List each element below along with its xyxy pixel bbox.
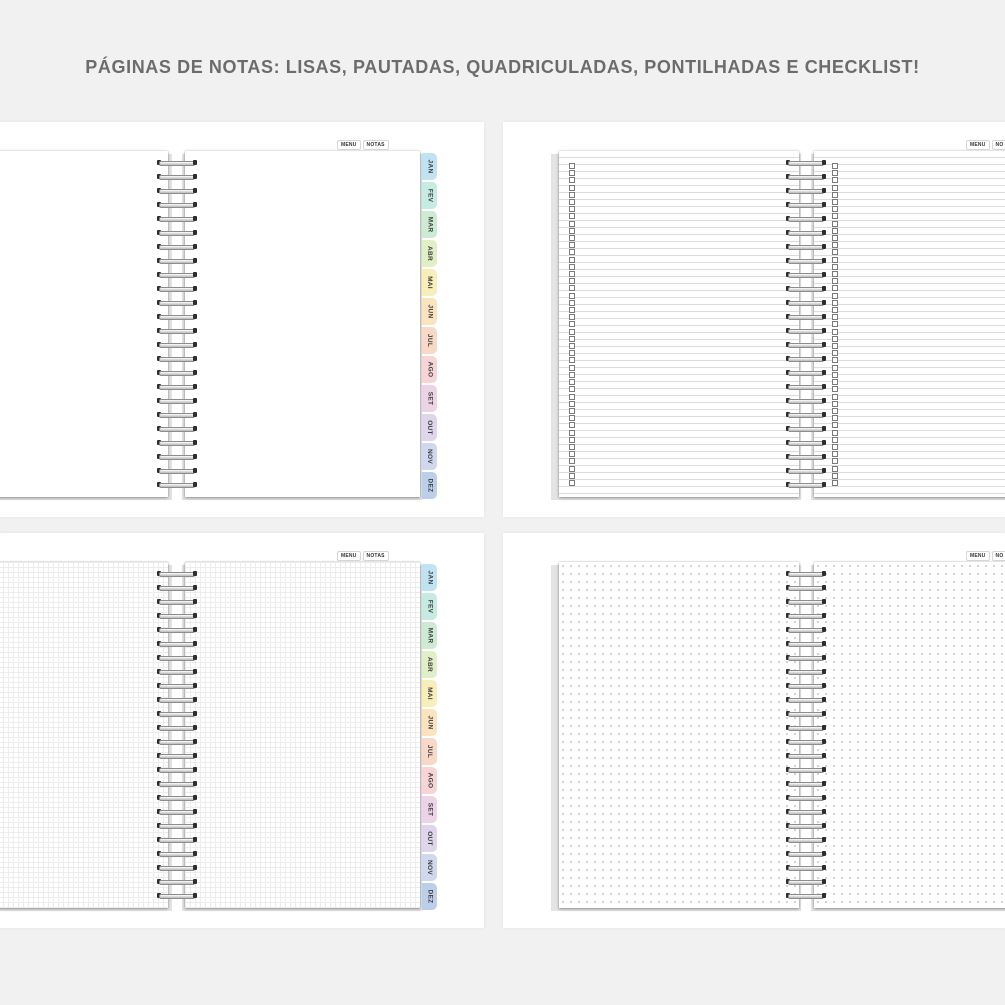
spiral-coil — [157, 342, 197, 348]
spiral-coil — [157, 585, 197, 591]
spiral-coil — [157, 613, 197, 619]
notes-preview-dotted — [503, 533, 1005, 928]
spiral-coil — [157, 851, 197, 857]
spiral-coil — [786, 725, 826, 731]
spiral-coil — [786, 454, 826, 460]
spiral-coil — [786, 627, 826, 633]
spiral-coil — [157, 795, 197, 801]
spiral-coil — [786, 571, 826, 577]
month-tab[interactable] — [422, 211, 437, 238]
checkbox[interactable] — [832, 278, 838, 284]
spiral-coil — [786, 893, 826, 899]
left-page — [0, 151, 168, 497]
spiral-coil — [157, 286, 197, 292]
spiral-coil — [786, 585, 826, 591]
spiral-coil — [786, 328, 826, 334]
menu-button[interactable]: MENU — [966, 140, 990, 150]
spiral-coil — [157, 160, 197, 166]
checkbox[interactable] — [832, 285, 838, 291]
checkbox[interactable] — [832, 242, 838, 248]
spiral-coil — [786, 370, 826, 376]
spiral-coil — [157, 809, 197, 815]
checkbox[interactable] — [832, 228, 838, 234]
spiral-coil — [157, 669, 197, 675]
month-tab[interactable] — [422, 883, 437, 910]
checkbox[interactable] — [569, 430, 575, 436]
checkbox[interactable] — [569, 300, 575, 306]
notes-button[interactable]: NO — [992, 140, 1005, 150]
month-tab[interactable] — [422, 269, 437, 296]
checkbox[interactable] — [832, 458, 838, 464]
checkbox[interactable] — [569, 257, 575, 263]
checkbox[interactable] — [832, 336, 838, 342]
month-tab-label: SET — [425, 802, 433, 817]
spiral-binding — [786, 160, 826, 488]
checkbox[interactable] — [832, 300, 838, 306]
spiral-coil — [157, 244, 197, 250]
spiral-coil — [786, 188, 826, 194]
notes-button[interactable]: NOTAS — [363, 140, 389, 150]
checkbox[interactable] — [569, 458, 575, 464]
month-tab-label: JUL — [426, 333, 433, 348]
spiral-coil — [157, 216, 197, 222]
spiral-coil — [786, 865, 826, 871]
month-tab-label: ABR — [425, 657, 433, 672]
month-tab-label: DEZ — [426, 889, 433, 904]
spiral-coil — [786, 272, 826, 278]
spiral-coil — [157, 641, 197, 647]
spiral-coil — [786, 809, 826, 815]
checkbox[interactable] — [832, 415, 838, 421]
checkbox[interactable] — [569, 249, 575, 255]
spiral-coil — [157, 781, 197, 787]
spiral-binding — [157, 160, 197, 488]
spiral-coil — [157, 627, 197, 633]
checkbox[interactable] — [832, 350, 838, 356]
spiral-coil — [786, 258, 826, 264]
checkbox[interactable] — [832, 177, 838, 183]
spiral-coil — [157, 370, 197, 376]
checkbox[interactable] — [569, 163, 575, 169]
month-tab[interactable] — [422, 854, 437, 881]
notes-preview-plain — [0, 122, 484, 517]
month-tab[interactable] — [422, 327, 437, 354]
checkbox[interactable] — [569, 185, 575, 191]
checkbox[interactable] — [569, 199, 575, 205]
spiral-coil — [786, 739, 826, 745]
menu-button[interactable]: MENU — [337, 140, 361, 150]
spiral-coil — [786, 160, 826, 166]
spiral-coil — [157, 426, 197, 432]
checkbox[interactable] — [832, 221, 838, 227]
month-tab[interactable] — [422, 622, 437, 649]
spiral-binding — [157, 571, 197, 899]
month-tab[interactable] — [422, 767, 437, 794]
month-tab-label: MAI — [425, 276, 433, 289]
month-tab[interactable] — [422, 472, 437, 499]
spiral-coil — [786, 426, 826, 432]
spiral-coil — [786, 384, 826, 390]
checkbox[interactable] — [832, 271, 838, 277]
checkbox[interactable] — [569, 285, 575, 291]
top-navigation — [966, 551, 1005, 561]
spiral-coil — [786, 230, 826, 236]
spiral-coil — [786, 398, 826, 404]
month-tab-label: AGO — [426, 772, 433, 789]
month-tab-label: MAI — [425, 687, 433, 700]
checkbox[interactable] — [832, 314, 838, 320]
checkbox[interactable] — [569, 170, 575, 176]
spiral-coil — [786, 683, 826, 689]
checkbox[interactable] — [569, 350, 575, 356]
spiral-coil — [157, 711, 197, 717]
spiral-coil — [157, 482, 197, 488]
spiral-coil — [786, 641, 826, 647]
spiral-coil — [786, 879, 826, 885]
month-tab-label: MAR — [426, 627, 434, 644]
top-navigation — [337, 140, 389, 150]
checkbox[interactable] — [832, 451, 838, 457]
spiral-coil — [157, 454, 197, 460]
checkbox[interactable] — [569, 357, 575, 363]
month-tab[interactable] — [422, 825, 437, 852]
spiral-coil — [157, 188, 197, 194]
checkbox[interactable] — [569, 213, 575, 219]
top-navigation — [337, 551, 389, 561]
checkbox[interactable] — [569, 444, 575, 450]
checkbox[interactable] — [569, 321, 575, 327]
month-tab-label: SET — [425, 391, 433, 406]
spiral-coil — [157, 767, 197, 773]
checkbox[interactable] — [832, 249, 838, 255]
spiral-coil — [157, 314, 197, 320]
menu-button[interactable]: MENU — [337, 551, 361, 561]
notes-preview-grid — [0, 533, 484, 928]
month-tab[interactable] — [422, 153, 437, 180]
checkbox[interactable] — [832, 394, 838, 400]
month-tab[interactable] — [422, 356, 437, 383]
spiral-coil — [157, 356, 197, 362]
spiral-coil — [786, 851, 826, 857]
month-tab[interactable] — [422, 240, 437, 267]
right-page — [814, 562, 1005, 908]
checkbox[interactable] — [832, 192, 838, 198]
month-tab[interactable] — [422, 680, 437, 707]
right-page — [814, 151, 1005, 497]
spiral-coil — [786, 599, 826, 605]
notes-preview-checklist — [503, 122, 1005, 517]
checkbox[interactable] — [569, 177, 575, 183]
checkbox[interactable] — [832, 307, 838, 313]
notes-button[interactable]: NO — [992, 551, 1005, 561]
spiral-coil — [157, 412, 197, 418]
notes-button[interactable]: NOTAS — [363, 551, 389, 561]
spiral-coil — [786, 753, 826, 759]
checkbox[interactable] — [569, 401, 575, 407]
spiral-coil — [786, 286, 826, 292]
spiral-coil — [157, 230, 197, 236]
month-tab[interactable] — [422, 443, 437, 470]
spiral-coil — [786, 697, 826, 703]
month-tab-label: OUT — [426, 420, 433, 435]
spiral-coil — [786, 342, 826, 348]
spiral-coil — [157, 739, 197, 745]
left-page — [0, 562, 168, 908]
checkbox[interactable] — [832, 379, 838, 385]
month-tab-label: DEZ — [426, 478, 433, 493]
checkbox[interactable] — [569, 466, 575, 472]
spiral-coil — [786, 767, 826, 773]
checkbox[interactable] — [569, 242, 575, 248]
month-tab-label: ABR — [425, 246, 433, 261]
checkbox[interactable] — [569, 372, 575, 378]
checkbox[interactable] — [569, 314, 575, 320]
spiral-coil — [157, 202, 197, 208]
spiral-coil — [157, 865, 197, 871]
checkbox[interactable] — [569, 293, 575, 299]
spiral-coil — [786, 613, 826, 619]
checkbox[interactable] — [569, 336, 575, 342]
month-tab-label: MAR — [426, 216, 434, 233]
checkbox[interactable] — [832, 357, 838, 363]
spiral-coil — [157, 893, 197, 899]
checkbox[interactable] — [832, 185, 838, 191]
month-tab-label: JAN — [426, 570, 433, 585]
spiral-coil — [157, 272, 197, 278]
checkbox[interactable] — [832, 163, 838, 169]
checkbox[interactable] — [569, 221, 575, 227]
spiral-coil — [786, 412, 826, 418]
checkbox[interactable] — [569, 235, 575, 241]
month-tab-label: FEV — [425, 599, 433, 614]
checkbox[interactable] — [569, 329, 575, 335]
month-tab[interactable] — [422, 385, 437, 412]
checkbox[interactable] — [569, 408, 575, 414]
month-tab[interactable] — [422, 738, 437, 765]
month-tab[interactable] — [422, 593, 437, 620]
checkbox[interactable] — [569, 422, 575, 428]
spiral-coil — [157, 753, 197, 759]
spiral-coil — [157, 879, 197, 885]
spiral-coil — [786, 314, 826, 320]
month-tab[interactable] — [422, 182, 437, 209]
spiral-coil — [157, 398, 197, 404]
checkbox[interactable] — [832, 343, 838, 349]
spiral-coil — [786, 482, 826, 488]
left-page — [559, 151, 799, 497]
checkbox[interactable] — [832, 437, 838, 443]
checkbox[interactable] — [832, 430, 838, 436]
spiral-coil — [157, 571, 197, 577]
spiral-coil — [157, 300, 197, 306]
checkbox[interactable] — [569, 394, 575, 400]
spiral-coil — [786, 655, 826, 661]
spiral-coil — [786, 711, 826, 717]
spiral-coil — [786, 781, 826, 787]
checkbox[interactable] — [832, 329, 838, 335]
checkbox[interactable] — [569, 437, 575, 443]
checkbox[interactable] — [569, 271, 575, 277]
month-tab[interactable] — [422, 414, 437, 441]
month-tab-label: JAN — [426, 159, 433, 174]
top-navigation — [966, 140, 1005, 150]
checkbox[interactable] — [569, 415, 575, 421]
checkbox[interactable] — [569, 307, 575, 313]
spiral-coil — [157, 697, 197, 703]
checkbox[interactable] — [832, 408, 838, 414]
spiral-coil — [157, 328, 197, 334]
left-page — [559, 562, 799, 908]
checkbox[interactable] — [569, 473, 575, 479]
checkbox[interactable] — [832, 321, 838, 327]
spiral-coil — [157, 725, 197, 731]
spiral-coil — [786, 837, 826, 843]
spiral-coil — [157, 837, 197, 843]
checkbox[interactable] — [832, 480, 838, 486]
spiral-coil — [786, 823, 826, 829]
checkbox[interactable] — [832, 199, 838, 205]
checkbox[interactable] — [832, 422, 838, 428]
spiral-coil — [786, 300, 826, 306]
spiral-coil — [786, 202, 826, 208]
spiral-coil — [157, 823, 197, 829]
spiral-coil — [157, 384, 197, 390]
checkbox[interactable] — [832, 213, 838, 219]
spiral-coil — [157, 655, 197, 661]
spiral-coil — [786, 174, 826, 180]
month-tab[interactable] — [422, 298, 437, 325]
month-tab-label: OUT — [426, 831, 433, 846]
spiral-coil — [157, 440, 197, 446]
checkbox[interactable] — [832, 372, 838, 378]
spiral-coil — [786, 244, 826, 250]
month-tab-label: JUN — [426, 715, 433, 730]
month-tab[interactable] — [422, 651, 437, 678]
spiral-coil — [786, 795, 826, 801]
month-tab[interactable] — [422, 796, 437, 823]
checkbox[interactable] — [832, 257, 838, 263]
checkbox[interactable] — [569, 264, 575, 270]
checkbox[interactable] — [832, 386, 838, 392]
checkbox[interactable] — [569, 379, 575, 385]
month-tabs — [422, 153, 437, 499]
checkbox[interactable] — [569, 343, 575, 349]
spiral-coil — [157, 683, 197, 689]
right-page — [185, 151, 420, 497]
checkbox[interactable] — [569, 365, 575, 371]
checkbox[interactable] — [832, 365, 838, 371]
checkbox[interactable] — [569, 480, 575, 486]
spiral-coil — [786, 669, 826, 675]
checkbox[interactable] — [569, 278, 575, 284]
month-tab-label: JUL — [426, 744, 433, 759]
checkbox[interactable] — [832, 466, 838, 472]
checkbox[interactable] — [832, 473, 838, 479]
checkbox[interactable] — [832, 206, 838, 212]
checkbox[interactable] — [569, 386, 575, 392]
month-tabs — [422, 564, 437, 910]
month-tab-label: NOV — [426, 449, 433, 464]
spiral-coil — [786, 356, 826, 362]
checkbox[interactable] — [832, 235, 838, 241]
month-tab-label: NOV — [426, 860, 433, 875]
spiral-binding — [786, 571, 826, 899]
spiral-coil — [157, 468, 197, 474]
spiral-coil — [157, 599, 197, 605]
month-tab[interactable] — [422, 564, 437, 591]
right-page — [185, 562, 420, 908]
menu-button[interactable]: MENU — [966, 551, 990, 561]
checkbox[interactable] — [569, 451, 575, 457]
checkbox[interactable] — [569, 206, 575, 212]
checkbox[interactable] — [832, 264, 838, 270]
checkbox[interactable] — [832, 444, 838, 450]
checkbox[interactable] — [832, 170, 838, 176]
spiral-coil — [157, 258, 197, 264]
spiral-coil — [786, 440, 826, 446]
month-tab-label: AGO — [426, 361, 433, 378]
month-tab-label: JUN — [426, 304, 433, 319]
month-tab-label: FEV — [425, 188, 433, 203]
month-tab[interactable] — [422, 709, 437, 736]
spiral-coil — [786, 216, 826, 222]
page-headline: PÁGINAS DE NOTAS: LISAS, PAUTADAS, QUADRICULADAS, PONTILHADAS E CHECKLIST! — [85, 57, 920, 77]
checkbox[interactable] — [832, 401, 838, 407]
spiral-coil — [157, 174, 197, 180]
checkbox[interactable] — [569, 228, 575, 234]
checkbox[interactable] — [569, 192, 575, 198]
spiral-coil — [786, 468, 826, 474]
checkbox[interactable] — [832, 293, 838, 299]
